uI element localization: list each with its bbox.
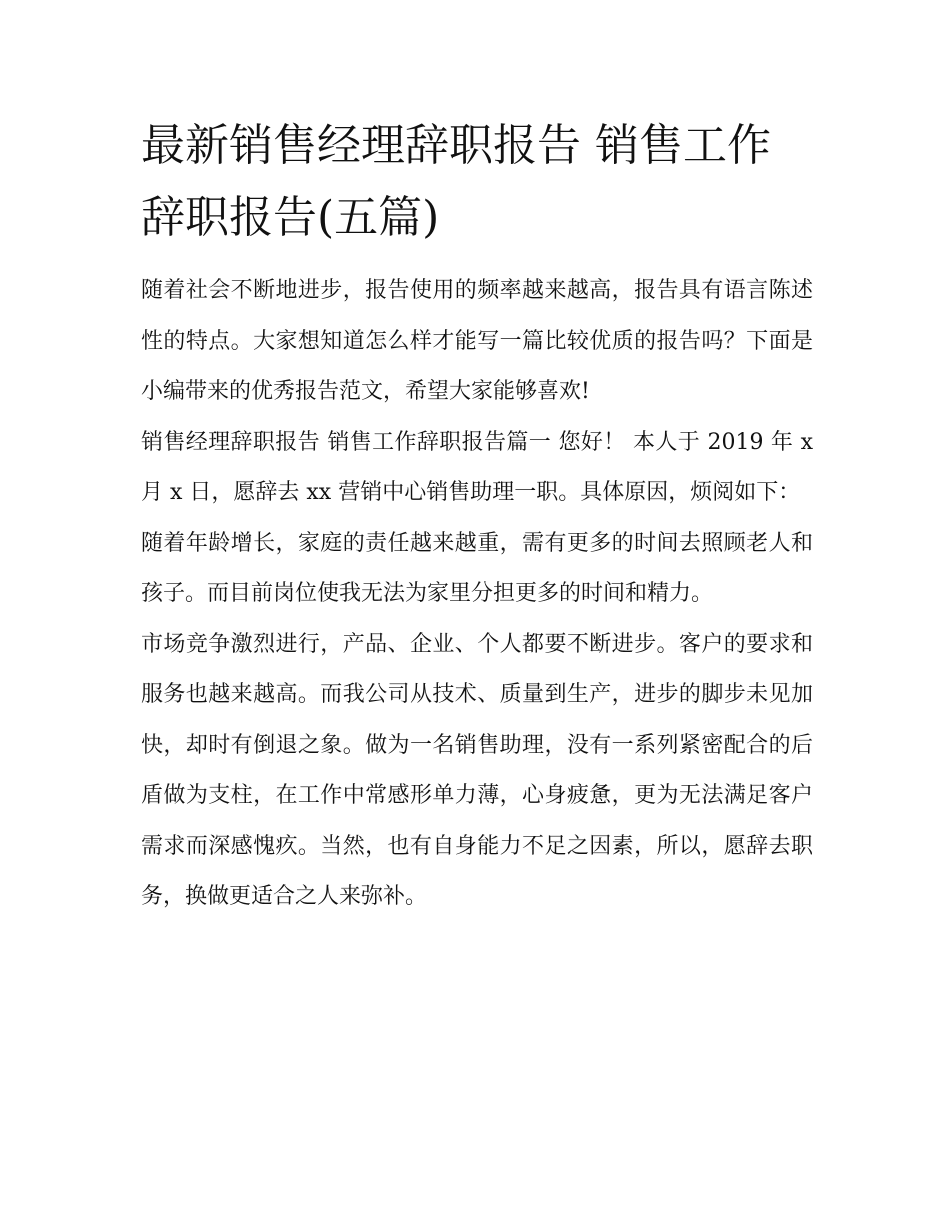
document-body	[141, 110, 813, 923]
paragraph-greeting: 销售经理辞职报告 销售工作辞职报告篇一 您好！ 本人于 2019 年 x 月 x 日，愿辞去 xx 营销中心销售助理一职。具体原因，烦阅如下：	[141, 429, 813, 505]
document-title: 最新销售经理辞职报告 销售工作辞职报告(五篇)	[141, 120, 771, 243]
paragraph-intro: 随着社会不断地进步，报告使用的频率越来越高，报告具有语言陈述性的特点。大家想知道怎么样才能写一篇比较优质的报告吗？下面是小编带来的优秀报告范文，希望大家能够喜欢!	[141, 278, 813, 404]
paragraph-family-reason: 随着年龄增长，家庭的责任越来越重，需有更多的时间去照顾老人和孩子。而目前岗位使我无法为家里分担更多的时间和精力。	[141, 530, 813, 606]
paragraph-market-reason: 市场竞争激烈进行，产品、企业、个人都要不断进步。客户的要求和服务也越来越高。而我公司从技术、质量到生产，进步的脚步未见加快，却时有倒退之象。做为一名销售助理，没有一系列紧密配合的后盾做为支柱，在工作中常感形单力薄，心身疲惫，更为无法满足客户需求而深感愧疚。当然，也有自身能力不足之因素，所以，愿辞去职务，换做更适合之人来弥补。	[141, 631, 813, 909]
